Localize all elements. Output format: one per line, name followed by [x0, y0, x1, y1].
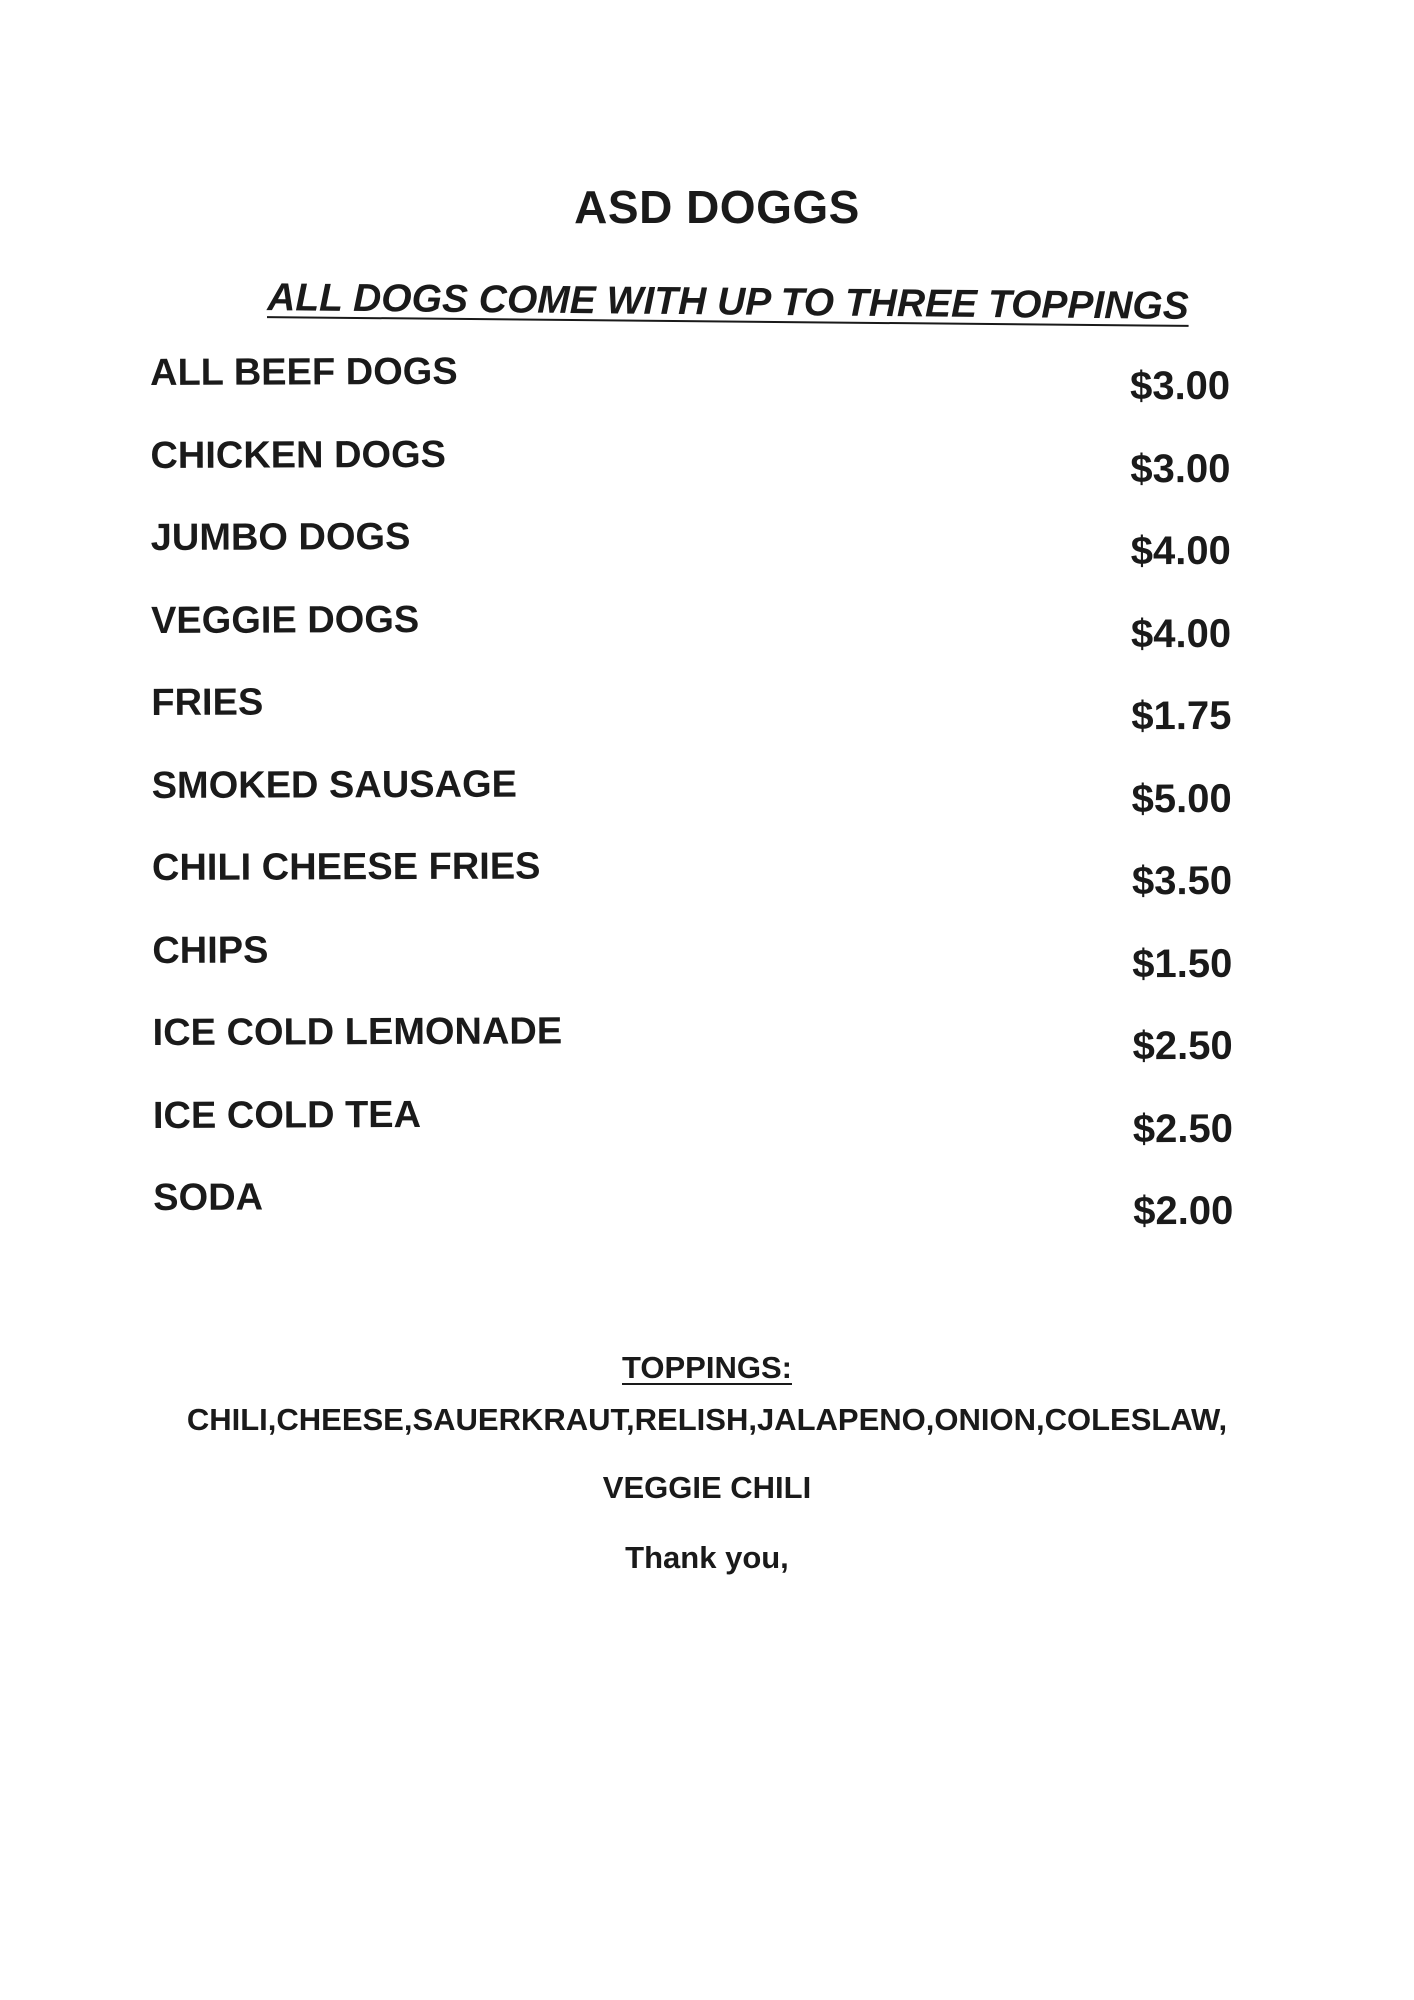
menu-item	[151, 595, 1231, 682]
menu-item	[151, 513, 1231, 600]
menu-item-price: $3.00	[1130, 446, 1231, 491]
menu-item-name: JUMBO DOGS	[150, 516, 411, 559]
menu-item-price: $1.75	[1131, 693, 1232, 739]
toppings-list: CHILI,CHEESE,SAUERKRAUT,RELISH,JALAPENO,ONION,COLESLAW,	[186, 1402, 1228, 1437]
menu-item-price: $1.50	[1132, 941, 1233, 986]
menu-item	[152, 760, 1232, 847]
menu-item	[150, 430, 1230, 517]
menu-item-price: $4.00	[1130, 528, 1231, 574]
menu-item	[153, 1008, 1233, 1095]
menu-item-price: $2.50	[1132, 1023, 1233, 1069]
page-subtitle: ALL DOGS COME WITH UP TO THREE TOPPINGS	[266, 276, 1189, 328]
menu-item-name: CHIPS	[152, 929, 269, 972]
menu-item	[151, 678, 1231, 765]
menu-item-name: ICE COLD LEMONADE	[152, 1010, 563, 1054]
menu-item-name: VEGGIE DOGS	[150, 598, 420, 642]
menu-item	[150, 348, 1230, 435]
page-title: ASD DOGGS	[574, 181, 860, 233]
menu-item-price: $4.00	[1130, 611, 1232, 656]
menu-item-name: SMOKED SAUSAGE	[151, 763, 518, 807]
menu-item-price: $2.00	[1133, 1188, 1234, 1234]
menu-item-name: FRIES	[151, 681, 264, 724]
menu-item	[152, 925, 1232, 1012]
menu-item	[153, 1173, 1233, 1260]
menu-item	[153, 1090, 1233, 1177]
menu-item	[152, 843, 1232, 930]
menu-item-price: $2.50	[1132, 1106, 1234, 1151]
menu-item-price: $5.00	[1131, 776, 1232, 821]
toppings-heading: TOPPINGS:	[622, 1350, 792, 1385]
menu-item-name: ICE COLD TEA	[152, 1093, 422, 1137]
menu-list	[150, 348, 1233, 1260]
menu-item-name: CHICKEN DOGS	[150, 433, 447, 477]
thank-you-note: Thank you,	[625, 1540, 789, 1575]
menu-item-price: $3.50	[1131, 858, 1233, 904]
toppings-list-continued: VEGGIE CHILI	[602, 1470, 812, 1505]
menu-item-name: SODA	[153, 1176, 264, 1219]
menu-item-name: ALL BEEF DOGS	[150, 350, 458, 394]
menu-item-price: $3.00	[1129, 363, 1231, 409]
menu-item-name: CHILI CHEESE FRIES	[151, 845, 541, 889]
